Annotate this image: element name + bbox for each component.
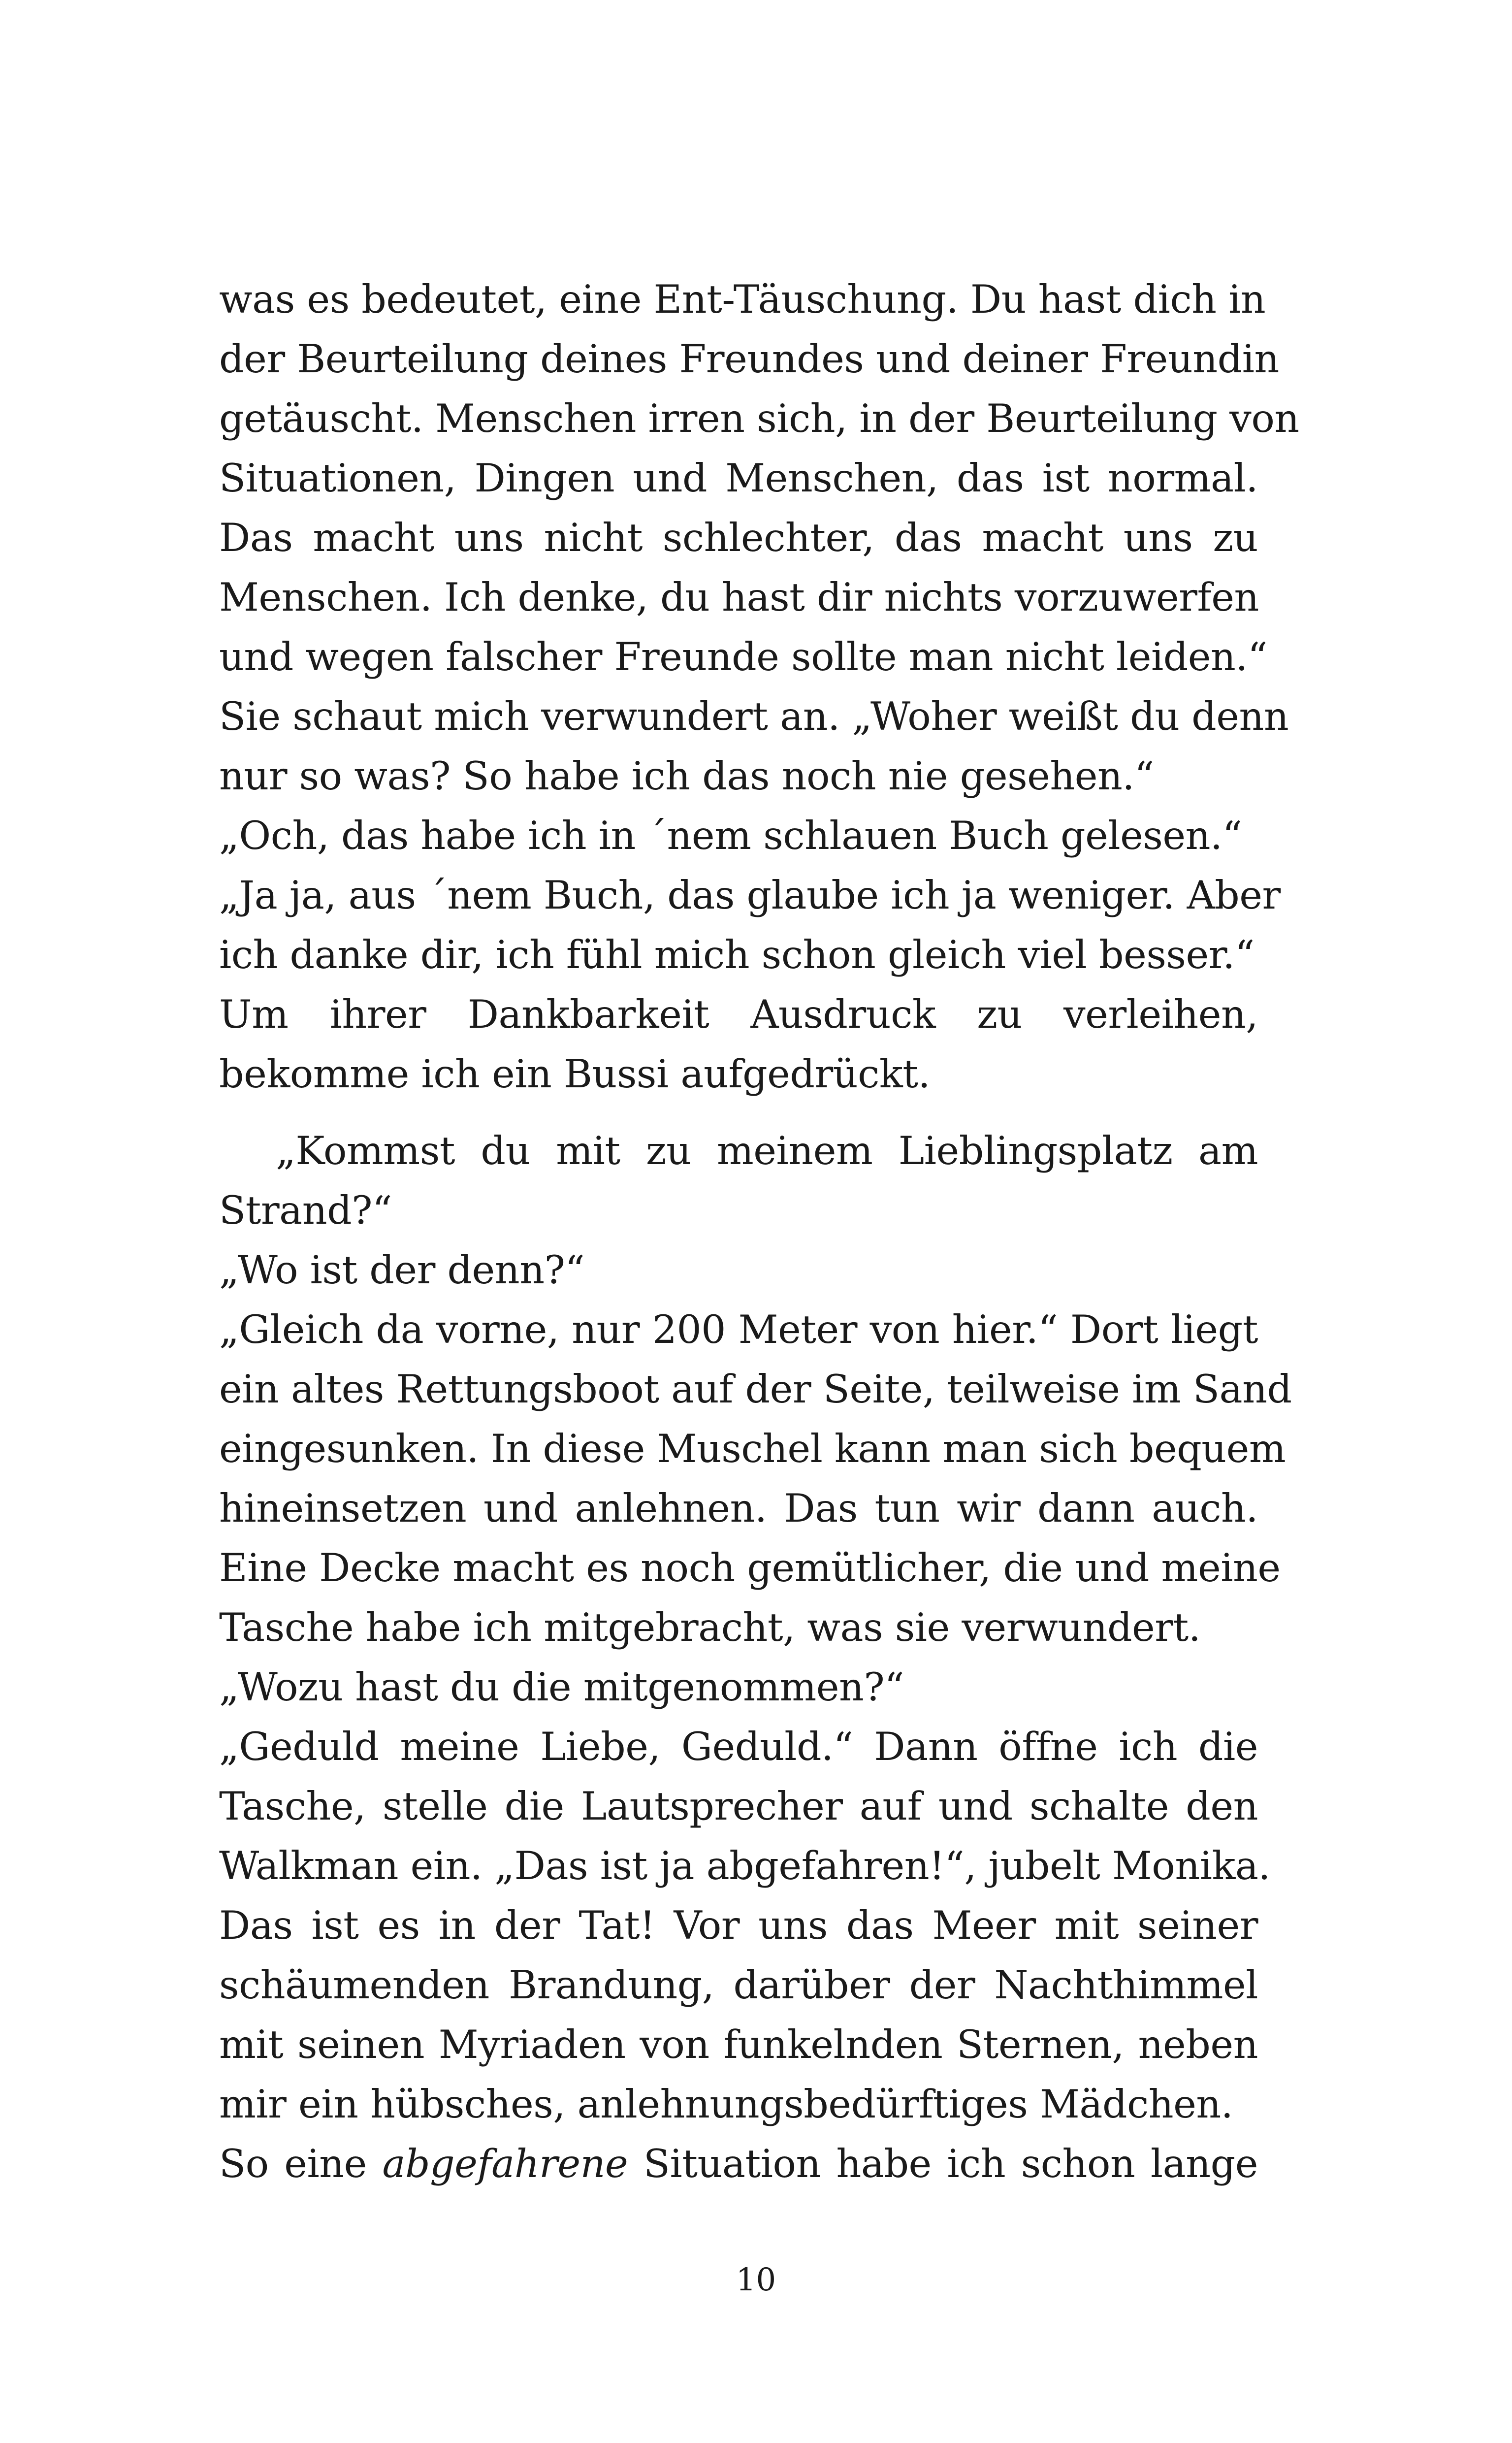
text-line: ich danke dir, ich fühl mich schon gleich viel besser.“ (219, 932, 1255, 977)
text-line: mir ein hübsches, anlehnungsbedürftiges Mädchen. (219, 2082, 1233, 2127)
text-line: Menschen. Ich denke, du hast dir nichts vorzuwerfen (219, 575, 1259, 620)
body-text (219, 270, 1299, 2194)
last-line-end: Situation habe ich schon lange (628, 2141, 1258, 2186)
text-line: Das ist es in der Tat! Vor uns das Meer mit seiner (219, 1903, 1258, 1948)
text-line: getäuscht. Menschen irren sich, in der Beurteilung von (219, 396, 1299, 441)
text-line: „Gleich da vorne, nur 200 Meter von hier.“ Dort liegt (219, 1307, 1258, 1352)
last-line-start: So eine (219, 2141, 383, 2186)
text-line: Sie schaut mich verwundert an. „Woher weißt du denn (219, 694, 1289, 739)
text-line: hineinsetzen und anlehnen. Das tun wir dann auch. (219, 1486, 1258, 1531)
text-line: mit seinen Myriaden von funkelnden Sternen, neben (219, 2022, 1258, 2067)
text-line: „Wo ist der denn?“ (219, 1247, 585, 1293)
text-line: eingesunken. In diese Muschel kann man sich bequem (219, 1426, 1286, 1471)
page-number: 10 (736, 2262, 776, 2298)
text-line: „Ja ja, aus ´nem Buch, das glaube ich ja weniger. Aber (219, 873, 1281, 918)
text-line: Situationen, Dingen und Menschen, das ist normal. (219, 456, 1258, 501)
text-line: Strand?“ (219, 1188, 392, 1233)
text-line: Eine Decke macht es noch gemütlicher, die und meine (219, 1545, 1281, 1591)
text-line: Tasche habe ich mitgebracht, was sie verwundert. (219, 1605, 1201, 1650)
text-line: „Kommst du mit zu meinem Lieblingsplatz am (276, 1128, 1258, 1173)
text-line: Um ihrer Dankbarkeit Ausdruck zu verleihen, (219, 992, 1258, 1037)
text-line: und wegen falscher Freunde sollte man nicht leiden.“ (219, 634, 1267, 680)
text-line: Das macht uns nicht schlechter, das macht uns zu (219, 515, 1258, 560)
text-line: bekomme ich ein Bussi aufgedrückt. (219, 1051, 931, 1097)
text-line: „Geduld meine Liebe, Geduld.“ Dann öffne ich die (219, 1724, 1258, 1769)
text-line: Tasche, stelle die Lautsprecher auf und schalte den (219, 1784, 1258, 1829)
text-line: Walkman ein. „Das ist ja abgefahren!“, jubelt Monika. (219, 1843, 1271, 1889)
text-line-last (219, 2134, 1258, 2194)
paragraph-gap (219, 1104, 1258, 1121)
text-line: was es bedeutet, eine Ent-Täuschung. Du hast dich in (219, 277, 1266, 322)
text-line: ein altes Rettungsboot auf der Seite, teilweise im Sand (219, 1367, 1292, 1412)
text-line: schäumenden Brandung, darüber der Nachthimmel (219, 1962, 1258, 2008)
text-line: „Wozu hast du die mitgenommen?“ (219, 1664, 904, 1710)
text-line: der Beurteilung deines Freundes und deiner Freundin (219, 336, 1279, 382)
text-line: nur so was? So habe ich das noch nie gesehen.“ (219, 753, 1154, 799)
italic-word: abgefahrene (382, 2141, 628, 2186)
text-line: „Och, das habe ich in ´nem schlauen Buch gelesen.“ (219, 813, 1242, 858)
